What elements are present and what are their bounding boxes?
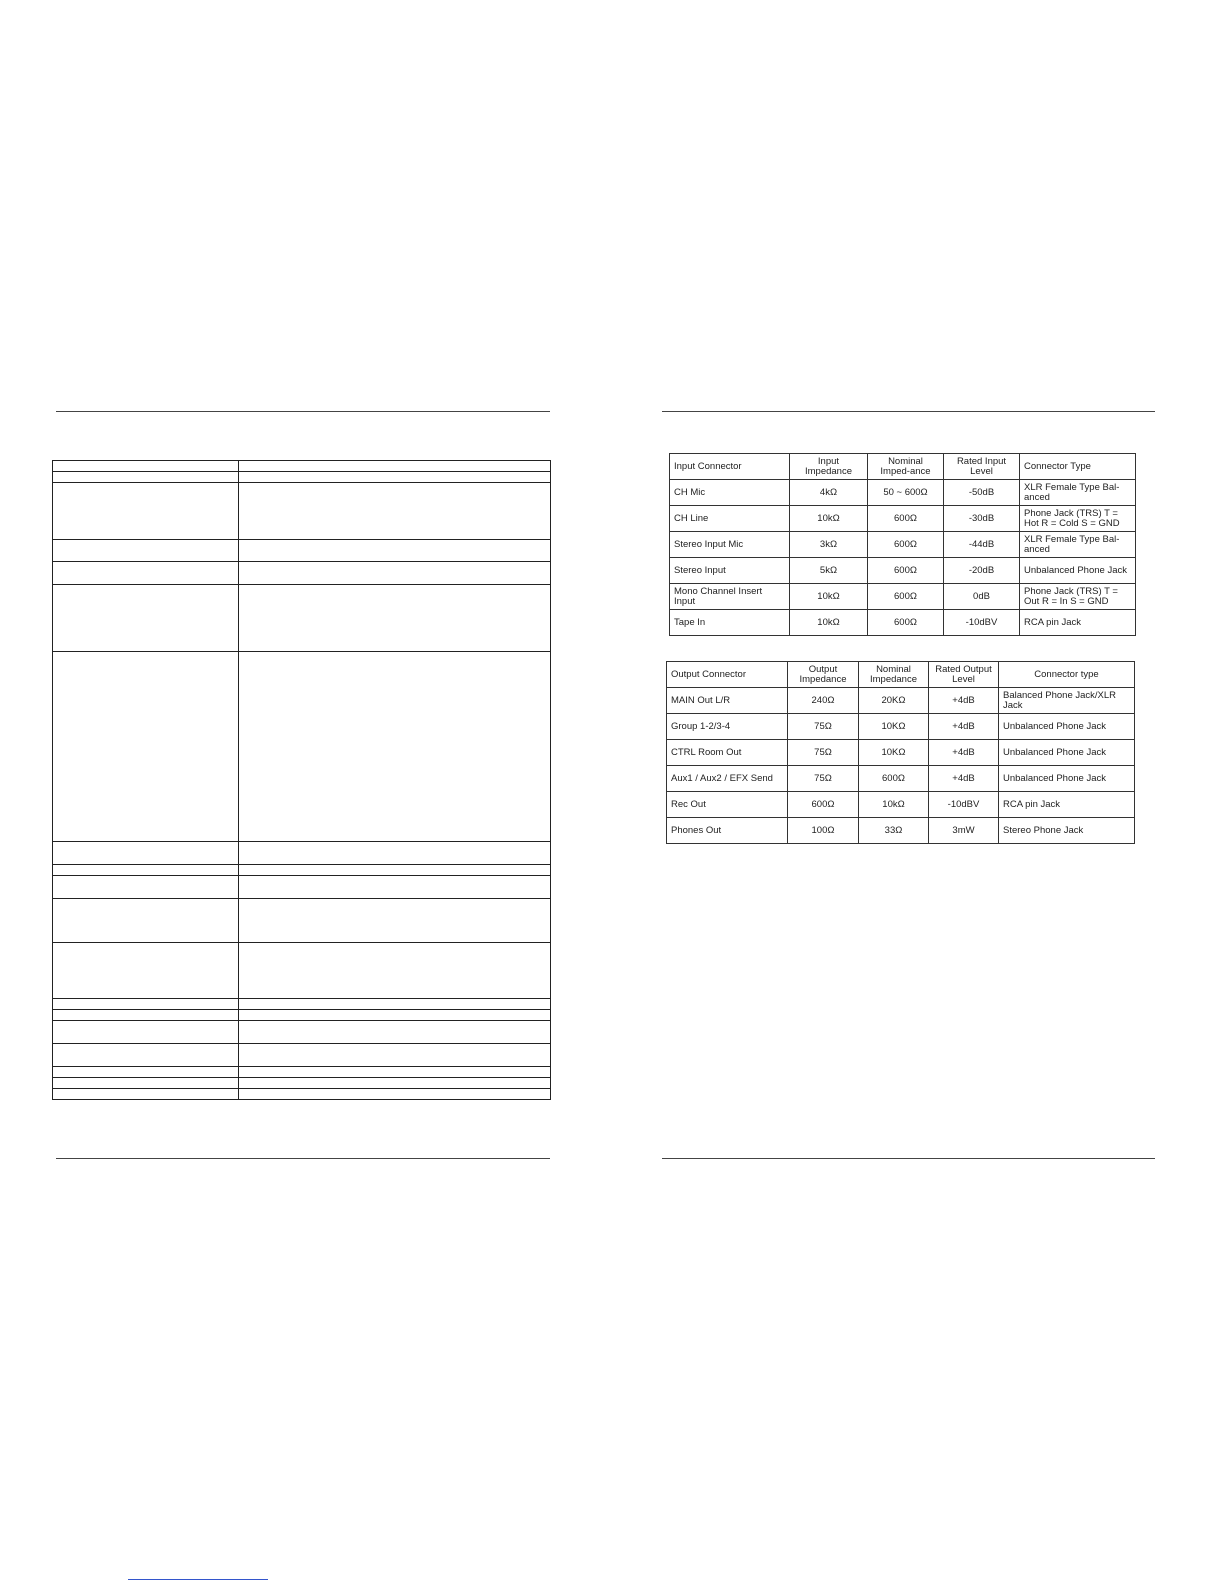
cell-connector-type: Phone Jack (TRS) T = Out R = In S = GND xyxy=(1020,584,1136,610)
table-row xyxy=(53,1021,551,1044)
cell-output-impedance: 240Ω xyxy=(788,688,859,714)
cell-output-impedance: 75Ω xyxy=(788,714,859,740)
cell-nominal-impedance: 10KΩ xyxy=(859,740,929,766)
bottom-link-underline[interactable] xyxy=(128,1579,268,1580)
cell-rated-level: +4dB xyxy=(929,740,999,766)
table-row xyxy=(53,562,551,585)
header-output-impedance: Output Impedance xyxy=(788,662,859,688)
table-row xyxy=(53,585,551,652)
table-row xyxy=(53,842,551,865)
header-output-connector: Output Connector xyxy=(667,662,788,688)
cell-input-impedance: 3kΩ xyxy=(790,532,868,558)
cell-output-impedance: 600Ω xyxy=(788,792,859,818)
table-row xyxy=(667,818,1135,844)
table-row xyxy=(670,584,1136,610)
cell-connector: Stereo Input xyxy=(670,558,790,584)
cell-nominal-impedance: 10KΩ xyxy=(859,714,929,740)
table-row xyxy=(670,558,1136,584)
cell-connector-type: XLR Female Type Bal-anced xyxy=(1020,480,1136,506)
cell-nominal-impedance: 600Ω xyxy=(868,532,944,558)
cell-connector: CH Mic xyxy=(670,480,790,506)
right-page-bottom-rule xyxy=(662,1158,1155,1159)
table-row xyxy=(53,999,551,1010)
cell-nominal-impedance: 600Ω xyxy=(868,506,944,532)
cell-connector: Stereo Input Mic xyxy=(670,532,790,558)
table-row xyxy=(667,714,1135,740)
table-row xyxy=(53,1089,551,1100)
cell-connector-type: RCA pin Jack xyxy=(999,792,1135,818)
table-row xyxy=(670,506,1136,532)
header-connector-type: Connector type xyxy=(999,662,1135,688)
cell-rated-level: -44dB xyxy=(944,532,1020,558)
cell-connector: Group 1-2/3-4 xyxy=(667,714,788,740)
header-input-impedance: Input Impedance xyxy=(790,454,868,480)
cell-output-impedance: 75Ω xyxy=(788,740,859,766)
table-row xyxy=(670,532,1136,558)
table-row xyxy=(667,792,1135,818)
cell-rated-level: -30dB xyxy=(944,506,1020,532)
table-row xyxy=(53,1010,551,1021)
cell-input-impedance: 10kΩ xyxy=(790,584,868,610)
header-connector-type: Connector Type xyxy=(1020,454,1136,480)
cell-rated-level: +4dB xyxy=(929,766,999,792)
cell-nominal-impedance: 10kΩ xyxy=(859,792,929,818)
table-row xyxy=(53,865,551,876)
cell-connector: Phones Out xyxy=(667,818,788,844)
table-row xyxy=(53,1067,551,1078)
table-row xyxy=(53,652,551,842)
table-header-row xyxy=(667,662,1135,688)
table-row xyxy=(670,480,1136,506)
cell-connector-type: Stereo Phone Jack xyxy=(999,818,1135,844)
table-row xyxy=(53,540,551,562)
cell-input-impedance: 4kΩ xyxy=(790,480,868,506)
cell-connector-type: Unbalanced Phone Jack xyxy=(999,740,1135,766)
table-row xyxy=(53,1078,551,1089)
table-row xyxy=(670,610,1136,636)
cell-output-impedance: 100Ω xyxy=(788,818,859,844)
table-row xyxy=(53,943,551,999)
header-nominal-impedance: Nominal Imped-ance xyxy=(868,454,944,480)
cell-connector-type: Phone Jack (TRS) T = Hot R = Cold S = GND xyxy=(1020,506,1136,532)
table-row xyxy=(53,876,551,899)
cell-rated-level: -20dB xyxy=(944,558,1020,584)
cell-rated-level: +4dB xyxy=(929,714,999,740)
header-input-connector: Input Connector xyxy=(670,454,790,480)
cell-connector-type: RCA pin Jack xyxy=(1020,610,1136,636)
cell-nominal-impedance: 600Ω xyxy=(868,558,944,584)
cell-rated-level: 0dB xyxy=(944,584,1020,610)
table-row xyxy=(53,899,551,943)
cell-connector: MAIN Out L/R xyxy=(667,688,788,714)
cell-nominal-impedance: 600Ω xyxy=(868,584,944,610)
cell-connector: Mono Channel Insert Input xyxy=(670,584,790,610)
cell-output-impedance: 75Ω xyxy=(788,766,859,792)
table-row xyxy=(53,1044,551,1067)
cell-rated-level: -10dBV xyxy=(929,792,999,818)
header-nominal-impedance: Nominal Impedance xyxy=(859,662,929,688)
cell-connector: Rec Out xyxy=(667,792,788,818)
cell-connector: CH Line xyxy=(670,506,790,532)
input-connector-table xyxy=(669,453,1136,636)
cell-rated-level: -50dB xyxy=(944,480,1020,506)
cell-input-impedance: 10kΩ xyxy=(790,610,868,636)
right-page-top-rule xyxy=(662,411,1155,412)
cell-rated-level: -10dBV xyxy=(944,610,1020,636)
table-row xyxy=(667,688,1135,714)
cell-nominal-impedance: 50 ~ 600Ω xyxy=(868,480,944,506)
header-rated-input-level: Rated Input Level xyxy=(944,454,1020,480)
cell-input-impedance: 5kΩ xyxy=(790,558,868,584)
table-row xyxy=(667,766,1135,792)
cell-input-impedance: 10kΩ xyxy=(790,506,868,532)
table-row xyxy=(667,740,1135,766)
cell-rated-level: +4dB xyxy=(929,688,999,714)
cell-nominal-impedance: 20KΩ xyxy=(859,688,929,714)
specification-table xyxy=(52,460,551,1100)
cell-nominal-impedance: 33Ω xyxy=(859,818,929,844)
cell-connector: Aux1 / Aux2 / EFX Send xyxy=(667,766,788,792)
table-row xyxy=(53,461,551,472)
cell-nominal-impedance: 600Ω xyxy=(859,766,929,792)
cell-nominal-impedance: 600Ω xyxy=(868,610,944,636)
cell-connector-type: Balanced Phone Jack/XLR Jack xyxy=(999,688,1135,714)
output-connector-table xyxy=(666,661,1135,844)
cell-connector-type: XLR Female Type Bal-anced xyxy=(1020,532,1136,558)
table-row xyxy=(53,472,551,483)
cell-connector-type: Unbalanced Phone Jack xyxy=(1020,558,1136,584)
cell-rated-level: 3mW xyxy=(929,818,999,844)
cell-connector: CTRL Room Out xyxy=(667,740,788,766)
cell-connector: Tape In xyxy=(670,610,790,636)
left-page-top-rule xyxy=(56,411,550,412)
cell-connector-type: Unbalanced Phone Jack xyxy=(999,714,1135,740)
left-page-bottom-rule xyxy=(56,1158,550,1159)
header-rated-output-level: Rated Output Level xyxy=(929,662,999,688)
table-header-row xyxy=(670,454,1136,480)
table-row xyxy=(53,483,551,540)
cell-connector-type: Unbalanced Phone Jack xyxy=(999,766,1135,792)
